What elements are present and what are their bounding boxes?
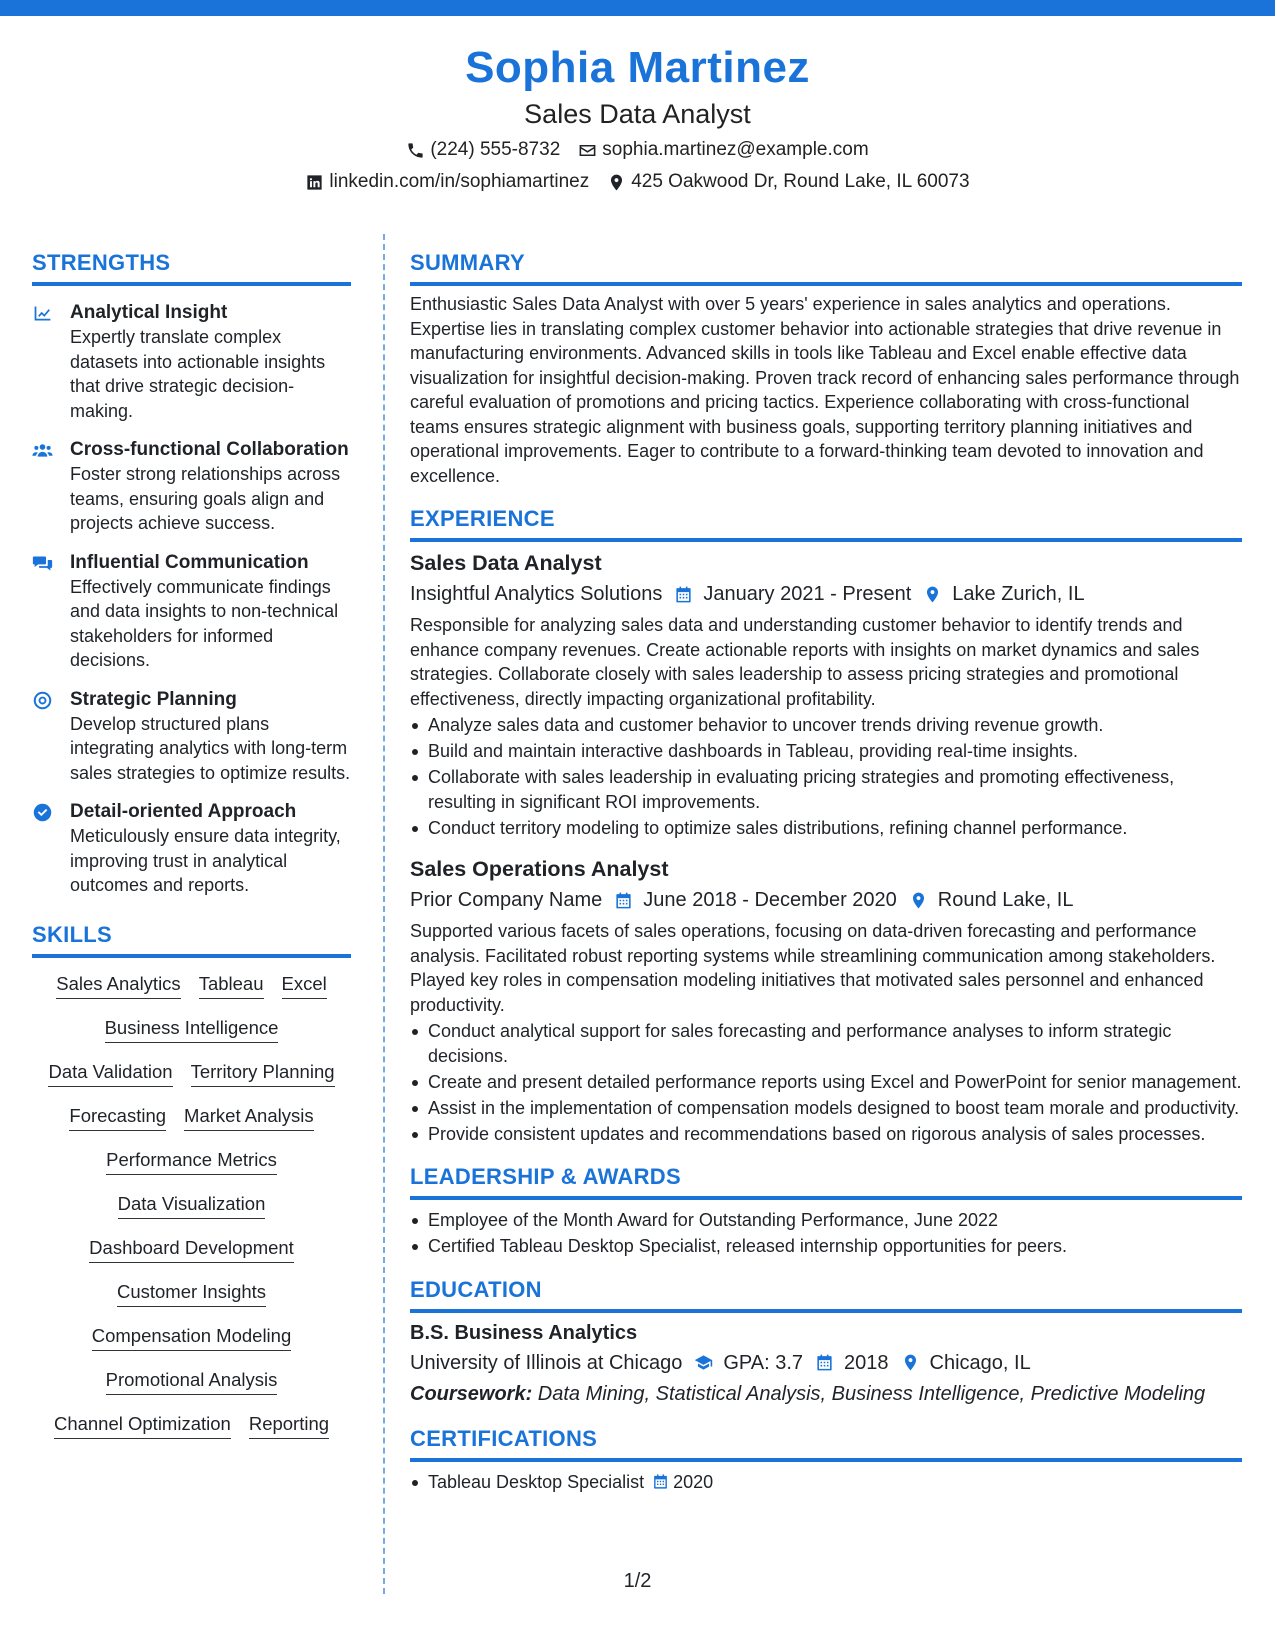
strength-desc: Expertly translate complex datasets into actionable insights that drive strategic decision-making. — [70, 327, 326, 421]
bullet-item: Provide consistent updates and recommendations based on rigorous analysis of sales processes. — [410, 1122, 1242, 1147]
strength-desc: Foster strong relationships across teams, ensuring goals align and projects achieve success. — [70, 464, 341, 533]
certification-name: Tableau Desktop Specialist — [428, 1471, 645, 1492]
skill-tag: Reporting — [249, 1412, 329, 1439]
contact-row-1 — [0, 137, 1275, 163]
users-icon — [32, 440, 53, 461]
skill-row — [32, 1060, 351, 1087]
job-meta — [410, 885, 1242, 915]
skill-tag: Business Intelligence — [105, 1016, 279, 1043]
bullet-item: Conduct analytical support for sales forecasting and performance analyses to inform strategic decisions. — [410, 1019, 1242, 1068]
skill-tag: Customer Insights — [117, 1280, 266, 1307]
chart-line-icon — [32, 303, 53, 324]
job-bullets — [410, 1019, 1242, 1146]
skill-tag: Promotional Analysis — [106, 1368, 278, 1395]
location-pin-icon — [607, 173, 626, 192]
skill-tag: Sales Analytics — [56, 972, 180, 999]
skill-tag: Dashboard Development — [89, 1236, 294, 1263]
bullet-item: Certified Tableau Desktop Specialist, released internship opportunities for peers. — [410, 1234, 1242, 1259]
strength-item — [32, 687, 351, 786]
job-dates: June 2018 - December 2020 — [643, 889, 897, 911]
right-column — [410, 248, 1242, 1494]
linkedin-link[interactable]: linkedin.com/in/sophiamartinez — [329, 171, 590, 192]
left-column — [32, 248, 351, 1439]
job-entry — [410, 548, 1242, 840]
job-dates: January 2021 - Present — [703, 583, 912, 605]
job-meta — [410, 579, 1242, 609]
comments-icon — [32, 553, 53, 574]
skill-tag: Forecasting — [69, 1104, 166, 1131]
strengths-heading: STRENGTHS — [32, 248, 351, 286]
coursework-text: Data Mining, Statistical Analysis, Business Intelligence, Predictive Modeling — [532, 1382, 1206, 1405]
linkedin-item[interactable] — [305, 169, 589, 195]
bullet-item: Conduct territory modeling to optimize sales distributions, refining channel performance. — [410, 816, 1242, 841]
strength-item — [32, 799, 351, 898]
target-icon — [32, 690, 53, 711]
phone-item — [406, 137, 560, 163]
job-entry — [410, 854, 1242, 1146]
job-title: Sales Operations Analyst — [410, 857, 669, 881]
envelope-icon — [578, 141, 597, 160]
coursework-line — [410, 1380, 1242, 1408]
summary-text: Enthusiastic Sales Data Analyst with over 5 years' experience in sales analytics and operations. Expertise lies in translating complex customer behavior into actionable strategies that drive revenue in manufacturing environments. Advanced skills in tools like Tableau and Excel enable effective data visualization for insightful decision-making. Proven track record of enhancing sales performance through careful evaluation of promotions and pricing tactics. Experience collaborating with cross-functional teams ensures strategic alignment with business goals, supporting territory planning initiatives and operational improvements. Eager to contribute to a forward-thinking team devoted to innovation and excellence. — [410, 294, 1240, 486]
experience-heading: EXPERIENCE — [410, 504, 1242, 542]
skill-row — [32, 1324, 351, 1351]
bullet-item: Employee of the Month Award for Outstanding Performance, June 2022 — [410, 1208, 1242, 1233]
school-name: University of Illinois at Chicago — [410, 1351, 683, 1374]
location-pin-icon — [901, 1353, 920, 1372]
skill-tag: Tableau — [199, 972, 264, 999]
gpa-text: GPA: 3.7 — [723, 1351, 804, 1374]
skill-row — [32, 1104, 351, 1131]
calendar-icon — [614, 891, 633, 910]
strength-desc: Develop structured plans integrating analytics with long-term sales strategies to optimize results. — [70, 713, 351, 783]
summary-heading: SUMMARY — [410, 248, 1242, 286]
skill-tag: Compensation Modeling — [92, 1324, 292, 1351]
bullet-item: Build and maintain interactive dashboards in Tableau, providing real-time insights. — [410, 739, 1242, 764]
calendar-icon — [674, 585, 693, 604]
skill-tag: Data Validation — [48, 1060, 172, 1087]
bullet-item: Create and present detailed performance reports using Excel and PowerPoint for senior management. — [410, 1070, 1242, 1095]
linkedin-icon — [305, 173, 324, 192]
top-accent-bar — [0, 0, 1275, 16]
skill-tag: Performance Metrics — [106, 1148, 277, 1175]
page-number: 1/2 — [623, 1570, 652, 1592]
skill-tag: Excel — [282, 972, 327, 999]
job-bullets — [410, 713, 1242, 840]
education-meta — [410, 1348, 1242, 1378]
resume-header — [0, 40, 1275, 195]
strength-title: Influential Communication — [70, 551, 309, 573]
contact-row-2 — [0, 169, 1275, 195]
education-year: 2018 — [844, 1351, 889, 1374]
skill-row — [32, 1368, 351, 1395]
phone-icon — [406, 141, 425, 160]
skills-heading: SKILLS — [32, 920, 351, 958]
candidate-name: Sophia Martinez — [465, 43, 810, 92]
education-location: Chicago, IL — [929, 1351, 1031, 1374]
skill-row — [32, 1148, 351, 1175]
location-pin-icon — [923, 585, 942, 604]
job-location: Lake Zurich, IL — [952, 583, 1085, 605]
company-name: Insightful Analytics Solutions — [410, 583, 663, 605]
strength-item — [32, 437, 351, 536]
location-pin-icon — [909, 891, 928, 910]
certifications-heading: CERTIFICATIONS — [410, 1424, 1242, 1462]
leadership-list — [410, 1208, 1242, 1259]
company-name: Prior Company Name — [410, 889, 603, 911]
strength-desc: Effectively communicate findings and data insights to non-technical stakeholders for informed decisions. — [70, 576, 339, 670]
skill-tag: Market Analysis — [184, 1104, 314, 1131]
certification-year: 2020 — [673, 1471, 714, 1492]
skill-row — [32, 1236, 351, 1263]
skills-list — [32, 972, 351, 1439]
strength-item — [32, 550, 351, 673]
coursework-label: Coursework: — [410, 1382, 533, 1405]
education-heading: EDUCATION — [410, 1275, 1242, 1313]
calendar-icon — [815, 1353, 834, 1372]
bullet-item: Collaborate with sales leadership in evaluating pricing strategies and promoting effectiveness, resulting in significant ROI improvements. — [410, 765, 1242, 814]
job-description: Responsible for analyzing sales data and understanding customer behavior to identify trends and enhance company revenues. Create actionable reports with insights on market dynamics and sales strategies. Collaborate closely with sales leadership to assess pricing strategies and promotional effectiveness, directly impacting organizational profitability. — [410, 615, 1200, 709]
certification-item — [410, 1470, 1242, 1495]
skill-tag: Territory Planning — [191, 1060, 335, 1087]
strength-item — [32, 300, 351, 423]
skill-tag: Data Visualization — [118, 1192, 266, 1219]
address-item — [607, 169, 969, 195]
calendar-icon — [652, 1473, 669, 1490]
strength-title: Strategic Planning — [70, 688, 237, 710]
skill-row — [32, 1192, 351, 1219]
job-location: Round Lake, IL — [937, 889, 1074, 911]
check-circle-icon — [32, 802, 53, 823]
skill-row — [32, 1280, 351, 1307]
certifications-list — [410, 1470, 1242, 1495]
strength-title: Detail-oriented Approach — [70, 801, 297, 822]
email-item[interactable] — [578, 137, 868, 163]
candidate-role: Sales Data Analyst — [524, 99, 751, 129]
email-link[interactable]: sophia.martinez@example.com — [602, 139, 869, 160]
skill-tag: Channel Optimization — [54, 1412, 231, 1439]
degree-title: B.S. Business Analytics — [410, 1321, 638, 1344]
strength-title: Cross-functional Collaboration — [70, 439, 349, 460]
bullet-item: Assist in the implementation of compensation models designed to boost team morale and productivity. — [410, 1096, 1242, 1121]
skill-row — [32, 1016, 351, 1043]
bullet-item: Analyze sales data and customer behavior to uncover trends driving revenue growth. — [410, 713, 1242, 738]
job-description: Supported various facets of sales operations, focusing on data-driven forecasting and performance analysis. Facilitated robust reporting systems while streamlining communication among stakeholders. Played key roles in compensation modeling initiatives that motivated sales personnel and enhanced productivity. — [410, 921, 1216, 1015]
strength-desc: Meticulously ensure data integrity, improving trust in analytical outcomes and reports. — [70, 826, 341, 895]
skill-row — [32, 972, 351, 999]
column-divider — [383, 234, 385, 1594]
job-title: Sales Data Analyst — [410, 551, 602, 575]
leadership-heading: LEADERSHIP & AWARDS — [410, 1162, 1242, 1200]
graduation-cap-icon — [694, 1353, 713, 1372]
address-text: 425 Oakwood Dr, Round Lake, IL 60073 — [631, 171, 970, 192]
skill-row — [32, 1412, 351, 1439]
strength-title: Analytical Insight — [70, 302, 228, 323]
phone-text: (224) 555-8732 — [430, 139, 561, 160]
